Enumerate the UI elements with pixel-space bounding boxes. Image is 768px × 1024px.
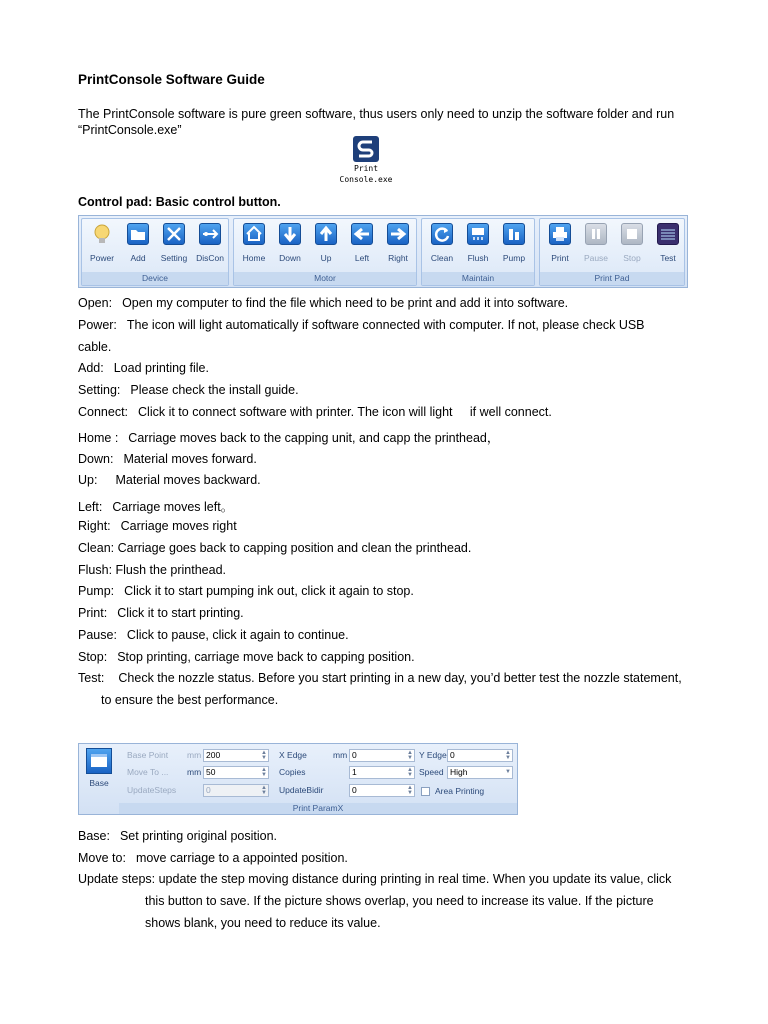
down-label: Down — [279, 253, 301, 263]
desc-right — [78, 519, 237, 533]
desc-text: Clean: Carriage goes back to capping position and clean the printhead. — [78, 541, 472, 555]
desc-power — [78, 318, 645, 332]
desc-text: The icon will light automatically if software connected with computer. If not, please check USB — [126, 318, 645, 332]
base-label: Base — [89, 778, 109, 788]
page-title: PrintConsole Software Guide — [78, 72, 265, 87]
left-label: Left — [354, 253, 370, 263]
refresh-icon — [431, 223, 453, 245]
x-edge-unit: mm — [333, 750, 348, 760]
desc-text: this button to save. If the picture shows overlap, you need to increase its value. If the picture — [145, 894, 654, 908]
desc-up — [78, 473, 261, 487]
desc-pump — [78, 584, 414, 598]
desc-text: Update steps: update the step moving distance during printing in real time. When you update its value, click — [78, 872, 672, 886]
spin-arrows-icon: ▲ ▼ — [261, 750, 267, 761]
power-button[interactable] — [84, 223, 120, 263]
desc-left — [78, 497, 233, 515]
move-to-value: 50 — [206, 767, 216, 777]
desc-term: Add: — [78, 361, 104, 375]
desc-update-steps — [78, 872, 671, 886]
desc-move-to — [78, 851, 348, 865]
desc-text: Material moves forward. — [123, 452, 257, 466]
update-steps-label: UpdateSteps — [127, 785, 177, 795]
desc-add — [78, 361, 209, 375]
desc-text: Carriage moves back to the capping unit, and capp the printhead， — [128, 431, 500, 445]
desc-term: Home : — [78, 431, 119, 445]
desc-text: Check the nozzle status. Before you start printing in a new day, you’d better test the nozzle statement, — [118, 671, 682, 685]
desc-term: Stop: — [78, 650, 108, 664]
usb-icon — [199, 223, 221, 245]
discon-button[interactable] — [192, 223, 228, 263]
clean-label: Clean — [430, 253, 454, 263]
print-param-panel — [78, 743, 518, 815]
desc-test — [78, 671, 682, 685]
move-to-input[interactable] — [203, 766, 269, 779]
update-steps-input[interactable] — [203, 784, 269, 797]
control-ribbon — [78, 215, 688, 288]
desc-term: Test: — [78, 671, 105, 685]
desc-term: Up: — [78, 473, 98, 487]
folder-icon — [127, 223, 149, 245]
desc-term: Right: — [78, 519, 111, 533]
flush-label: Flush — [467, 253, 489, 263]
spin-arrows-icon: ▲ ▼ — [261, 785, 267, 796]
exe-caption-line2: Console.exe — [339, 175, 393, 184]
x-edge-input[interactable] — [349, 749, 415, 762]
base-point-input[interactable] — [203, 749, 269, 762]
desc-text: Click it to start pumping ink out, click it again to stop. — [124, 584, 414, 598]
test-label: Test — [660, 253, 676, 263]
y-edge-value: 0 — [450, 750, 455, 760]
desc-term: Down: — [78, 452, 114, 466]
base-point-label: Base Point — [127, 750, 169, 760]
clean-button[interactable] — [424, 223, 460, 263]
ribbon-group-device — [81, 218, 229, 286]
print-label: Print — [551, 253, 569, 263]
lightbulb-icon — [91, 223, 113, 245]
copies-label: Copies — [279, 767, 306, 777]
printer-icon — [549, 223, 571, 245]
ribbon-group-maintain — [421, 218, 535, 286]
desc-update-steps-cont2 — [145, 916, 381, 930]
desc-term: Power: — [78, 318, 117, 332]
base-point-value: 200 — [206, 750, 221, 760]
desc-connect — [78, 405, 552, 419]
desc-text: Set printing original position. — [119, 829, 278, 843]
ribbon-group-print-pad — [539, 218, 685, 286]
desc-term: Print: — [78, 606, 108, 620]
home-label: Home — [242, 253, 266, 263]
device-group-label: Device — [82, 272, 228, 285]
spin-arrows-icon: ▲ ▼ — [407, 767, 413, 778]
window-icon — [86, 748, 112, 774]
desc-setting — [78, 383, 299, 397]
base-button[interactable] — [83, 748, 115, 798]
pause-icon — [585, 223, 607, 245]
flush-button[interactable] — [460, 223, 496, 263]
add-button[interactable] — [120, 223, 156, 263]
printhead-icon — [467, 223, 489, 245]
desc-base — [78, 829, 277, 843]
down-button[interactable] — [272, 223, 308, 263]
desc-term: Pump: — [78, 584, 115, 598]
update-steps-value: 0 — [206, 785, 211, 795]
desc-down — [78, 452, 257, 466]
discon-label: DisCon — [196, 253, 224, 263]
stop-button[interactable] — [614, 223, 650, 263]
desc-text: Stop printing, carriage move back to capping position. — [117, 650, 415, 664]
desc-text: Carriage moves right — [120, 519, 237, 533]
update-bidir-input[interactable] — [349, 784, 415, 797]
desc-text: Please check the install guide. — [130, 383, 299, 397]
maintain-group-label: Maintain — [422, 272, 534, 285]
desc-term: Move to: — [78, 851, 126, 865]
desc-pause — [78, 628, 349, 642]
desc-text: Click it to start printing. — [117, 606, 244, 620]
pump-label: Pump — [502, 253, 526, 263]
desc-text: cable. — [78, 340, 112, 354]
update-bidir-label: UpdateBidir — [279, 785, 324, 795]
desc-term: Connect: — [78, 405, 129, 419]
area-printing-checkbox[interactable] — [421, 787, 430, 796]
move-to-unit: mm — [187, 767, 202, 777]
arrow-right-icon — [387, 223, 409, 245]
desc-term: Pause: — [78, 628, 117, 642]
printconsole-logo-icon — [353, 136, 379, 162]
speed-value: High — [450, 767, 468, 777]
motor-group-label: Motor — [234, 272, 416, 285]
pump-icon — [503, 223, 525, 245]
setting-label: Setting — [160, 253, 188, 263]
desc-text: Click it to connect software with printer. The icon will light if well connect. — [138, 405, 552, 419]
test-button[interactable] — [650, 223, 686, 263]
spin-arrows-icon: ▲ ▼ — [261, 767, 267, 778]
pump-button[interactable] — [496, 223, 532, 263]
y-edge-input[interactable] — [447, 749, 513, 762]
desc-home — [78, 428, 499, 446]
move-to-label: Move To ... — [127, 767, 169, 777]
base-point-unit: mm — [187, 750, 202, 760]
arrow-left-icon — [351, 223, 373, 245]
up-label: Up — [320, 253, 332, 263]
up-button[interactable] — [308, 223, 344, 263]
desc-text: Open my computer to find the file which need to be print and add it into software. — [122, 296, 569, 310]
home-button[interactable] — [236, 223, 272, 263]
desc-term: Left: — [78, 500, 103, 514]
print-paramx-group-label: Print ParamX — [119, 803, 517, 814]
desc-text: Click to pause, click it again to continue. — [126, 628, 349, 642]
desc-text: shows blank, you need to reduce its value. — [145, 916, 381, 930]
home-icon — [243, 223, 265, 245]
desc-term: Base: — [78, 829, 110, 843]
desc-print — [78, 606, 244, 620]
setting-button[interactable] — [156, 223, 192, 263]
arrow-down-icon — [279, 223, 301, 245]
print-button[interactable] — [542, 223, 578, 263]
right-button[interactable] — [380, 223, 416, 263]
print-pad-group-label: Print Pad — [540, 272, 684, 285]
desc-term: Setting: — [78, 383, 121, 397]
copies-input[interactable] — [349, 766, 415, 779]
desc-text: Carriage moves left。 — [112, 500, 234, 514]
desc-flush — [78, 563, 226, 577]
right-label: Right — [388, 253, 408, 263]
add-label: Add — [130, 253, 146, 263]
control-pad-heading: Control pad: Basic control button. — [78, 195, 281, 209]
desc-stop — [78, 650, 415, 664]
spin-arrows-icon: ▲ ▼ — [407, 785, 413, 796]
desc-text: move carriage to a appointed position. — [135, 851, 348, 865]
arrow-up-icon — [315, 223, 337, 245]
left-button[interactable] — [344, 223, 380, 263]
desc-text: to ensure the best performance. — [101, 693, 279, 707]
desc-power-cont — [78, 340, 111, 354]
update-bidir-value: 0 — [352, 785, 357, 795]
area-printing-label: Area Printing — [435, 786, 485, 796]
desc-text: Material moves backward. — [115, 473, 261, 487]
printconsole-exe-icon[interactable] — [336, 136, 396, 184]
desc-test-cont — [101, 693, 278, 707]
tools-icon — [163, 223, 185, 245]
desc-text: Flush: Flush the printhead. — [78, 563, 226, 577]
spin-arrows-icon: ▲ ▼ — [407, 750, 413, 761]
exe-caption-line1: Print — [353, 164, 379, 173]
x-edge-value: 0 — [352, 750, 357, 760]
spin-arrows-icon: ▲ ▼ — [505, 750, 511, 761]
ribbon-group-motor — [233, 218, 417, 286]
stop-icon — [621, 223, 643, 245]
desc-update-steps-cont1 — [145, 894, 654, 908]
stop-label: Stop — [623, 253, 641, 263]
desc-text: Load printing file. — [113, 361, 209, 375]
nozzle-test-icon — [657, 223, 679, 245]
y-edge-label: Y Edge — [419, 750, 447, 760]
power-label: Power — [89, 253, 115, 263]
chevron-down-icon: ▼ — [505, 769, 511, 775]
pause-label: Pause — [583, 253, 609, 263]
desc-term: Open: — [78, 296, 113, 310]
desc-open — [78, 296, 568, 310]
copies-value: 1 — [352, 767, 357, 777]
pause-button[interactable] — [578, 223, 614, 263]
x-edge-label: X Edge — [279, 750, 307, 760]
intro-paragraph: The PrintConsole software is pure green software, thus users only need to unzip the software folder and run “PrintConsole.exe” — [78, 107, 675, 137]
desc-clean — [78, 541, 471, 555]
speed-select[interactable] — [447, 766, 513, 779]
speed-label: Speed — [419, 767, 444, 777]
